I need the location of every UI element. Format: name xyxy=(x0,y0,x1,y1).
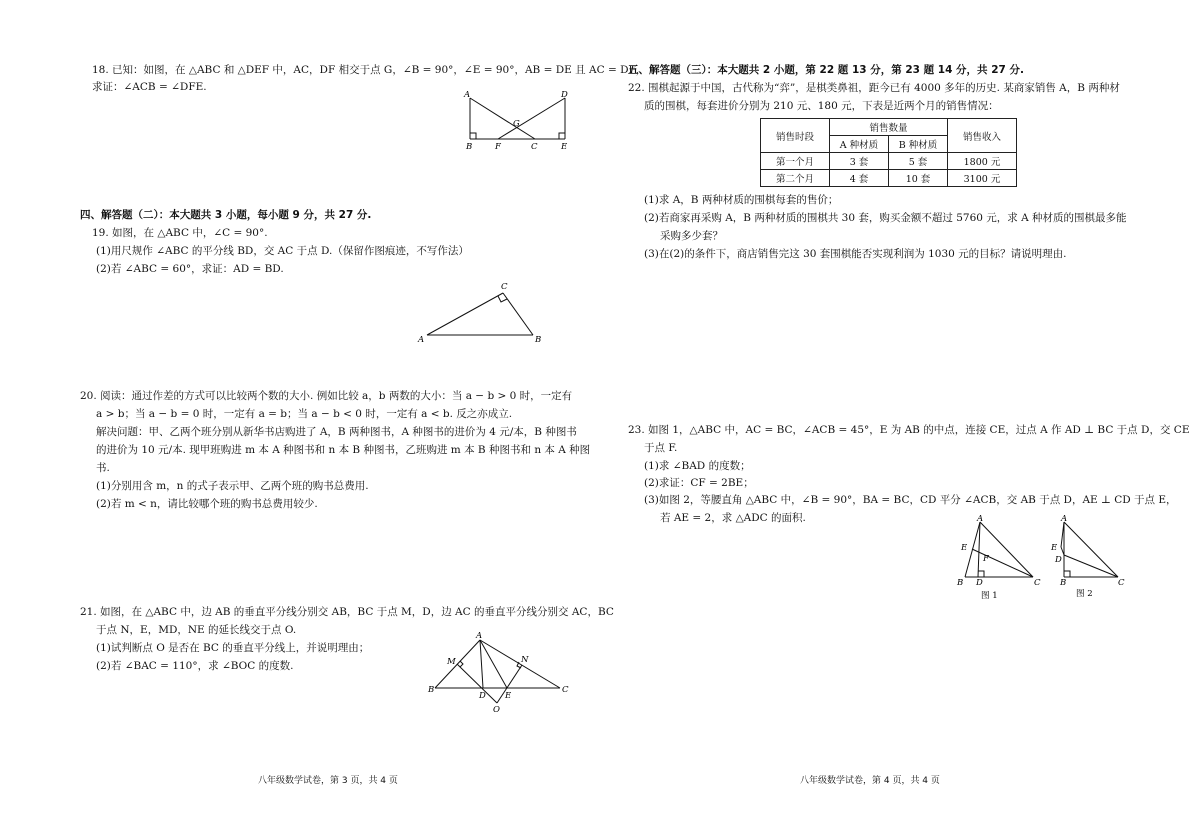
left-footer: 八年级数学试卷，第 3 页，共 4 页 xyxy=(258,776,398,786)
q18-line2: 求证：∠ACB = ∠DFE. xyxy=(92,81,207,93)
q22-line6: (3)在(2)的条件下，商店销售完这 30 套围棋能否实现利润为 1030 元的目标？请说明理由. xyxy=(644,248,1067,260)
q20-line1: 20. 阅读：通过作差的方式可以比较两个数的大小. 例如比较 a，b 两数的大小：当 a − b > 0 时，一定有 xyxy=(80,390,573,402)
q18-label-c: C xyxy=(531,142,538,152)
table-cell: 10 套 xyxy=(889,170,948,187)
fig2-label-b: B xyxy=(1060,578,1067,588)
q18-label-d: D xyxy=(561,90,568,100)
fig1-label-c: C xyxy=(1034,578,1041,588)
q21-label-n: N xyxy=(521,655,529,665)
q19-seg-ac xyxy=(427,293,503,335)
q18-line1: 18. 已知：如图，在 △ABC 和 △DEF 中，AC，DF 相交于点 G，∠B = 90°，∠E = 90°，AB = DE 且 AC = DF， xyxy=(92,64,647,76)
q22-line5: 采购多少套？ xyxy=(660,230,723,242)
q20-line3: 解决问题：甲、乙两个班分别从新华书店购进了 A，B 两种图书，A 种图书的进价为 4 元/本，B 种图书 xyxy=(96,426,577,438)
fig1-seg-ec xyxy=(972,549,1033,577)
q22-line2: 质的围棋，每套进价分别为 210 元、180 元，下表是近两个月的销售情况： xyxy=(644,100,999,112)
fig1-seg-ac xyxy=(980,522,1033,577)
fig1-right-angle-d xyxy=(978,571,984,577)
table-cell: 第一个月 xyxy=(761,153,830,170)
table-header-qty: 销售数量 xyxy=(830,119,948,136)
q22-line4: (2)若商家再采购 A，B 两种材质的围棋共 30 套，购买金额不超过 5760 元，求 A 种材质的围棋最多能 xyxy=(644,212,1127,224)
table-header-income: 销售收入 xyxy=(948,119,1017,153)
q22-line1: 22. 围棋起源于中国，古代称为“弈”，是棋类鼻祖，距今已有 4000 多年的历史. 某商家销售 A，B 两种材 xyxy=(628,82,1120,94)
table-cell: 3100 元 xyxy=(948,170,1017,187)
q18-right-angle-b xyxy=(470,133,476,139)
q21-seg-mo xyxy=(457,664,497,703)
q23-figure-2 xyxy=(1048,512,1128,602)
q23-line2: 于点 F. xyxy=(644,442,678,454)
fig1-label-f: F xyxy=(983,554,989,564)
fig2-label-e: E xyxy=(1051,543,1058,553)
q18-label-f: F xyxy=(495,142,501,152)
q23-line1: 23. 如图 1，△ABC 中，AC = BC，∠ACB = 45°，E 为 AB 的中点，连接 CE，过点 A 作 AD ⊥ BC 于点 D，交 CE xyxy=(628,424,1190,436)
q18-label-e: E xyxy=(561,142,568,152)
fig2-seg-cd xyxy=(1064,555,1118,577)
q19-line3: (2)若 ∠ABC = 60°，求证：AD = BD. xyxy=(96,263,284,275)
q22-line3: (1)求 A，B 两种材质的围棋每套的售价； xyxy=(644,194,839,206)
fig2-label-a: A xyxy=(1061,514,1068,524)
q18-seg-ac xyxy=(470,98,535,139)
q20-line5: 书. xyxy=(96,462,110,474)
table-cell: 4 套 xyxy=(830,170,889,187)
fig2-right-angle-b xyxy=(1064,571,1070,577)
q23-line3: (1)求 ∠BAD 的度数； xyxy=(644,460,751,472)
fig1-label-e: E xyxy=(961,543,968,553)
fig2-label-d: D xyxy=(1055,555,1062,565)
fig1-label-b: B xyxy=(957,578,964,588)
q22-sales-table xyxy=(760,118,1017,187)
table-cell: 3 套 xyxy=(830,153,889,170)
q19-seg-cb xyxy=(503,293,533,335)
fig2-label-c: C xyxy=(1118,578,1125,588)
fig1-label-d: D xyxy=(976,578,983,588)
fig1-caption: 图 1 xyxy=(981,591,998,601)
table-cell: 5 套 xyxy=(889,153,948,170)
table-header-period: 销售时段 xyxy=(761,119,830,153)
q18-right-angle-e xyxy=(559,133,565,139)
q23-figure-1 xyxy=(945,512,1045,602)
q21-label-d: D xyxy=(479,691,486,701)
table-row xyxy=(761,153,1017,170)
q19-line2: (1)用尺规作 ∠ABC 的平分线 BD，交 AC 于点 D.（保留作图痕迹，不写作法） xyxy=(96,245,469,257)
q21-line1: 21. 如图，在 △ABC 中，边 AB 的垂直平分线分别交 AB，BC 于点 M，D，边 AC 的垂直平分线分别交 AC，BC xyxy=(80,606,614,618)
fig1-seg-ad xyxy=(978,522,980,577)
fig2-seg-ac xyxy=(1064,522,1118,577)
q18-figure xyxy=(455,86,585,156)
section-5-heading: 五、解答题（三）：本大题共 2 小题，第 22 题 13 分，第 23 题 14 分，共 27 分. xyxy=(628,64,1024,76)
q21-label-o: O xyxy=(493,705,500,713)
table-row xyxy=(761,170,1017,187)
q21-seg-ad xyxy=(480,640,483,688)
q18-label-a: A xyxy=(464,90,471,100)
section-4-heading: 四、解答题（二）：本大题共 3 小题，每小题 9 分，共 27 分. xyxy=(80,209,372,221)
q19-label-a: A xyxy=(418,335,425,345)
q23-line6: 若 AE = 2，求 △ADC 的面积. xyxy=(660,512,806,524)
q21-figure xyxy=(425,628,575,713)
q20-line7: (2)若 m < n，请比较哪个班的购书总费用较少. xyxy=(96,498,318,510)
table-cell: 第二个月 xyxy=(761,170,830,187)
right-footer: 八年级数学试卷，第 4 页，共 4 页 xyxy=(800,776,940,786)
q21-line2: 于点 N，E，MD，NE 的延长线交于点 O. xyxy=(96,624,297,636)
fig1-label-a: A xyxy=(977,514,984,524)
fig2-caption: 图 2 xyxy=(1076,589,1093,599)
q23-line4: (2)求证：CF = 2BE； xyxy=(644,477,754,489)
q19-label-c: C xyxy=(501,282,508,292)
q20-line6: (1)分别用含 m，n 的式子表示甲、乙两个班的购书总费用. xyxy=(96,480,369,492)
q18-label-b: B xyxy=(466,142,473,152)
table-header-b: B 种材质 xyxy=(889,136,948,153)
q19-figure xyxy=(415,280,550,345)
q21-label-b: B xyxy=(428,685,435,695)
q21-seg-ac xyxy=(480,640,560,688)
q21-line4: (2)若 ∠BAC = 110°，求 ∠BOC 的度数. xyxy=(96,660,294,672)
right-page xyxy=(600,0,1200,831)
q18-label-g: G xyxy=(513,119,520,129)
q20-line2: a > b；当 a − b = 0 时，一定有 a = b；当 a − b < 0 时，一定有 a < b. 反之亦成立. xyxy=(96,408,513,420)
q18-seg-df xyxy=(498,98,565,139)
q21-label-a: A xyxy=(476,631,483,641)
q21-label-e: E xyxy=(505,691,512,701)
q21-right-angle-m xyxy=(460,661,463,667)
q23-line5: (3)如图 2，等腰直角 △ABC 中，∠B = 90°，BA = BC，CD 平分 ∠ACB，交 AB 于点 D，AE ⊥ CD 于点 E， xyxy=(644,494,1177,506)
q19-line1: 19. 如图，在 △ABC 中，∠C = 90°. xyxy=(92,227,268,239)
q21-line3: (1)试判断点 O 是否在 BC 的垂直平分线上，并说明理由； xyxy=(96,642,370,654)
table-header-a: A 种材质 xyxy=(830,136,889,153)
q19-label-b: B xyxy=(535,335,542,345)
q20-line4: 的进价为 10 元/本. 现甲班购进 m 本 A 种图书和 n 本 B 种图书，乙班购进 m 本 B 种图书和 n 本 A 种图 xyxy=(96,444,591,456)
table-cell: 1800 元 xyxy=(948,153,1017,170)
q21-label-m: M xyxy=(447,657,456,667)
q21-seg-ae xyxy=(480,640,507,688)
q21-label-c: C xyxy=(562,685,569,695)
